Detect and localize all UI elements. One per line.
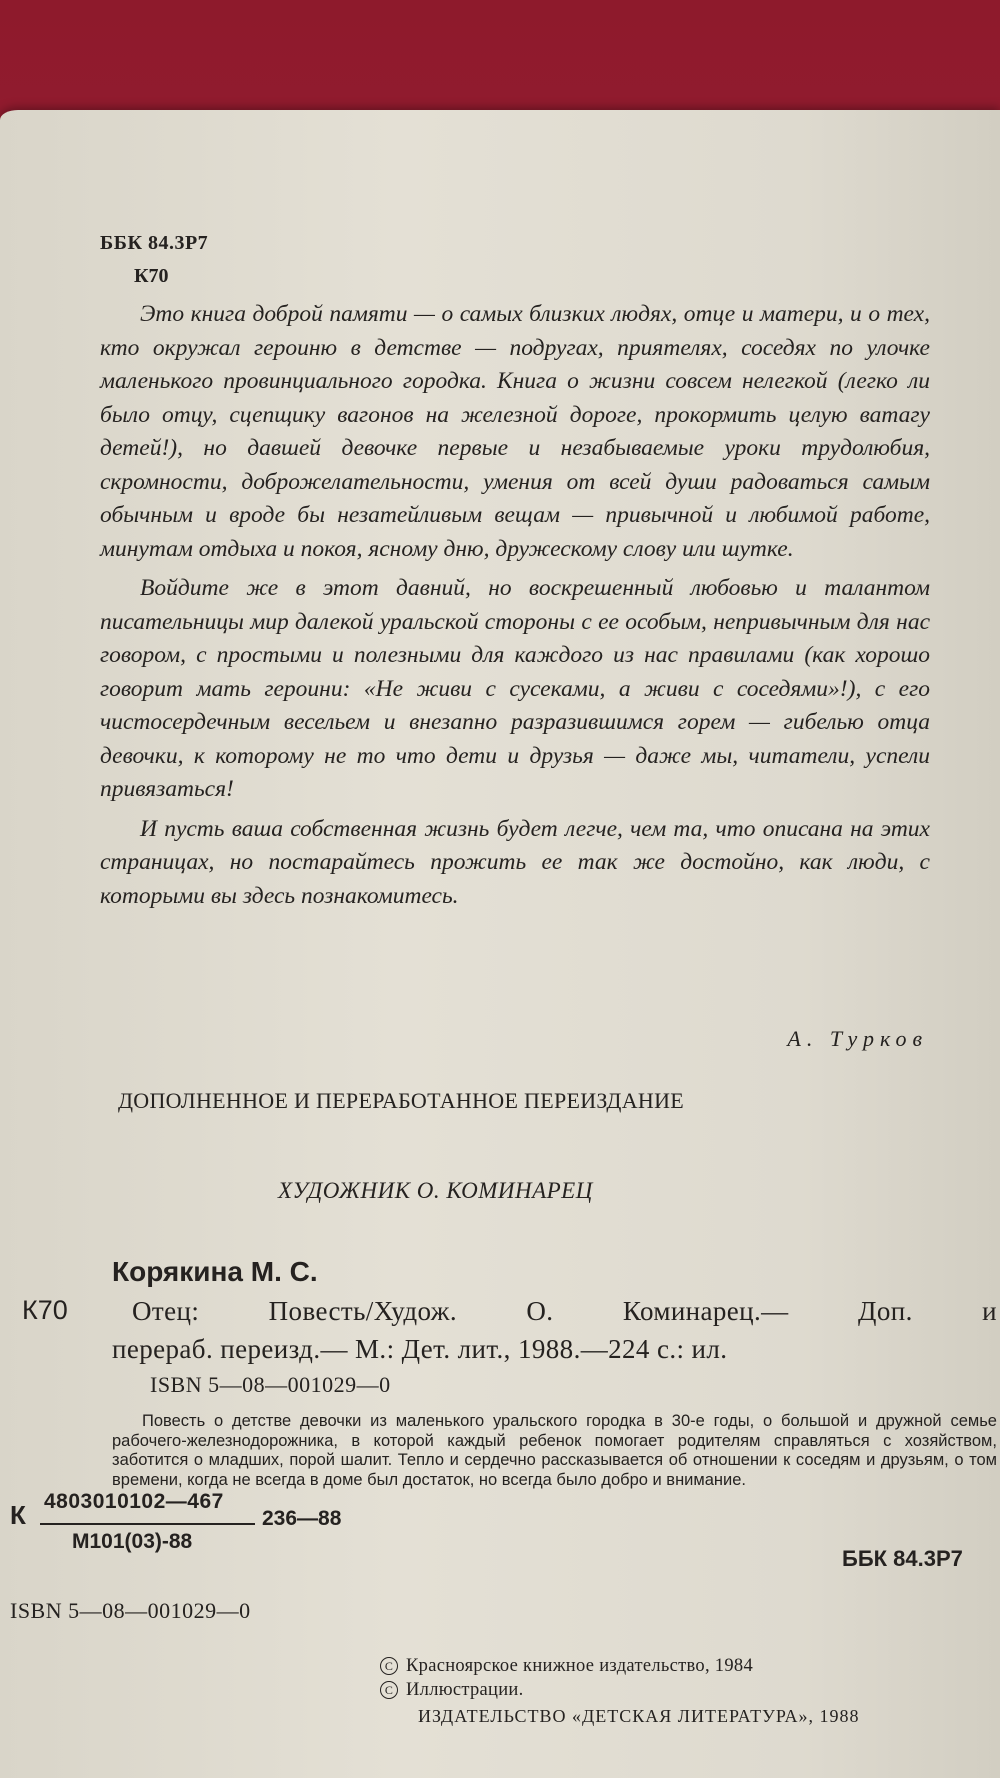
author-code: К70 (134, 265, 169, 287)
catalog-author: Корякина М. С. (112, 1256, 318, 1287)
copyright-icon: C (380, 1681, 398, 1699)
annotation-paragraph: Войдите же в этот давний, но воскрешенный любовью и талантом писательницы мир далекой уральской стороны с ее особым, непривычным для нас говором, с простыми и полезными для каждого из нас правилами (как хорошо говорит мать героини: «Не живи с сусеками, а живи с соседями»!), с его чистосердечным весельем и внезапно разразившимся горем — гибелью отца девочки, к которому не то что дети и друзья — даже мы, читатели, успели привязаться! (100, 575, 930, 802)
catalog-entry (112, 1292, 997, 1368)
artist-credit: ХУДОЖНИК О. КОМИНАРЕЦ (278, 1178, 593, 1203)
publisher-line: ИЗДАТЕЛЬСТВО «ДЕТСКАЯ ЛИТЕРАТУРА», 1988 (418, 1706, 860, 1726)
index-right: 236—88 (262, 1507, 342, 1530)
copyright-text: Иллюстрации. (406, 1680, 524, 1700)
fraction-line (40, 1523, 255, 1525)
catalog-line: Отец: Повесть/Худож. О. Коминарец.— Доп. и (132, 1296, 997, 1326)
book-page (0, 110, 1000, 1778)
copyright-icon: C (380, 1657, 398, 1675)
summary-text: Повесть о детстве девочки из маленького уральского городка в 30-е годы, о большой и дружной семье рабочего-железнодорожника, в которой каждый ребенок помогает родителям справляться с хозяйством, заботится о младших, порой шалит. Тепло и сердечно рассказывается об отношении к соседям и друзьям, о том времени, когда не всегда в доме был достаток, но всегда было добро и внимание. (112, 1412, 997, 1489)
catalog-code: К70 (22, 1295, 68, 1325)
bbk-code-bottom: ББК 84.3Р7 (842, 1546, 963, 1571)
edition-note: ДОПОЛНЕННОЕ И ПЕРЕРАБОТАННОЕ ПЕРЕИЗДАНИЕ (118, 1088, 684, 1113)
annotation-signature: А. Турков (787, 1026, 928, 1051)
catalog-summary (112, 1412, 997, 1490)
index-numerator: 4803010102—467 (44, 1490, 224, 1513)
catalog-isbn: ISBN 5—08—001029—0 (150, 1372, 391, 1397)
bbk-code: ББК 84.3Р7 (100, 232, 209, 254)
index-denominator: М101(03)-88 (72, 1530, 193, 1553)
copyright-line (380, 1680, 524, 1701)
isbn-bottom: ISBN 5—08—001029—0 (10, 1598, 251, 1623)
index-letter: К (10, 1500, 26, 1530)
catalog-line: перераб. переизд.— М.: Дет. лит., 1988.—224 с.: ил. (112, 1334, 728, 1364)
annotation-paragraph: И пусть ваша собственная жизнь будет легче, чем та, что описана на этих страницах, но постарайтесь прожить ее так же достойно, как люди, с которыми вы здесь познакомитесь. (100, 815, 930, 909)
copyright-text: Красноярское книжное издательство, 1984 (406, 1656, 754, 1676)
annotation (100, 298, 930, 919)
annotation-paragraph: Это книга доброй памяти — о самых близких людях, отце и матери, и о тех, кто окружал героиню в детстве — подругах, приятелях, соседях по улочке маленького провинциального городка. Книга о жизни совсем нелегкой (легко ли было отцу, сцепщику вагонов на железной дороге, прокормить целую ватагу детей!), но давшей девочке первые и незабываемые уроки трудолюбия, скромности, доброжелательности, умения от всей души радоваться самым обычным и вроде бы незатейливым вещам — привычной и любимой работе, минутам отдыха и покоя, ясному дню, дружескому слову или шутке. (100, 301, 930, 562)
copyright-line (380, 1656, 753, 1677)
